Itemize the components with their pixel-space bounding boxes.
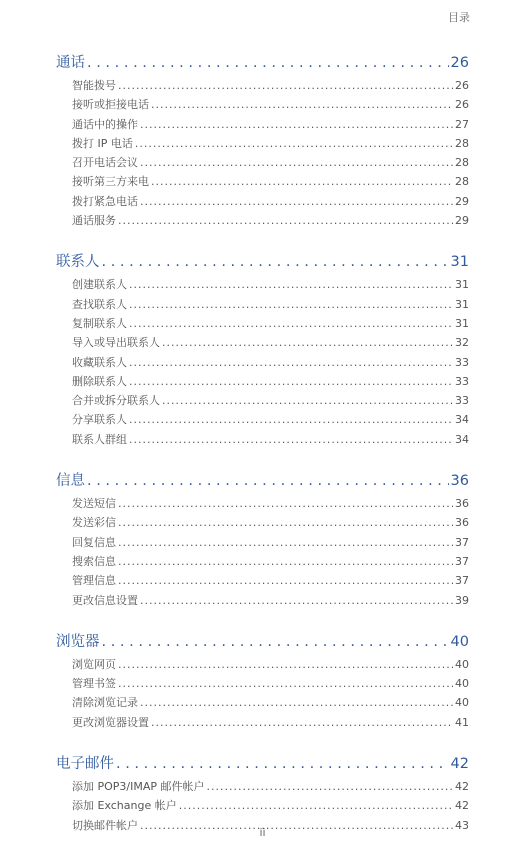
toc-item-page: 40 xyxy=(455,696,469,710)
dot-leader xyxy=(118,211,453,230)
toc-item-page: 28 xyxy=(455,156,469,170)
toc-section-title: 通话 xyxy=(56,55,85,71)
toc-item-title: 管理信息 xyxy=(72,574,116,588)
toc-item-title: 分享联系人 xyxy=(72,413,127,427)
toc-section-page: 42 xyxy=(450,756,469,773)
toc-section-entry[interactable] xyxy=(56,753,469,775)
dot-leader xyxy=(102,631,449,653)
toc-item-title: 搜索信息 xyxy=(72,554,116,568)
toc-item-title: 删除联系人 xyxy=(72,374,127,388)
toc-item-page: 37 xyxy=(455,535,469,549)
toc-item-title: 接听或拒接电话 xyxy=(72,98,149,112)
toc-item-page: 32 xyxy=(455,336,469,350)
dot-leader xyxy=(87,52,449,74)
toc-item-page: 28 xyxy=(455,175,469,189)
toc-item-title: 拨打紧急电话 xyxy=(72,194,138,208)
toc-item[interactable] xyxy=(56,153,469,172)
toc-item-page: 43 xyxy=(455,818,469,832)
toc-item-page: 28 xyxy=(455,136,469,150)
toc-section xyxy=(56,251,469,449)
toc-item-title: 切换邮件帐户 xyxy=(72,818,138,832)
toc-section-title: 联系人 xyxy=(56,254,100,271)
toc-item[interactable] xyxy=(56,513,469,532)
toc-item-title: 清除浏览记录 xyxy=(72,696,138,710)
toc-item-title: 添加 Exchange 帐户 xyxy=(72,799,177,813)
toc-item-title: 添加 POP3/IMAP 邮件帐户 xyxy=(72,780,205,794)
toc-section-page: 31 xyxy=(450,254,469,271)
dot-leader xyxy=(118,533,453,552)
toc-item-page: 34 xyxy=(455,413,469,427)
toc-item-title: 导入或导出联系人 xyxy=(72,336,160,350)
toc-item[interactable] xyxy=(56,655,469,674)
dot-leader xyxy=(102,251,449,273)
toc-item[interactable] xyxy=(56,713,469,732)
dot-leader xyxy=(135,134,453,153)
toc-item-page: 26 xyxy=(455,79,469,92)
toc-item[interactable] xyxy=(56,391,469,410)
toc-item-page: 40 xyxy=(455,677,469,691)
dot-leader xyxy=(140,192,453,211)
toc-item-page: 36 xyxy=(455,516,469,530)
toc-item-page: 42 xyxy=(455,780,469,794)
toc-item[interactable] xyxy=(56,314,469,333)
toc-item[interactable] xyxy=(56,76,469,95)
toc-item-page: 41 xyxy=(455,715,469,729)
dot-leader xyxy=(129,410,453,429)
dot-leader xyxy=(129,372,453,391)
dot-leader xyxy=(207,777,453,796)
toc-item-title: 复制联系人 xyxy=(72,316,127,330)
toc-item[interactable] xyxy=(56,591,469,610)
toc-item-page: 36 xyxy=(455,497,469,511)
toc-item[interactable] xyxy=(56,295,469,314)
dot-leader xyxy=(162,391,453,410)
toc-item[interactable] xyxy=(56,134,469,153)
toc-section-entry[interactable] xyxy=(56,631,469,653)
toc-item[interactable] xyxy=(56,777,469,796)
toc-section xyxy=(56,52,469,230)
toc-item-title: 查找联系人 xyxy=(72,297,127,311)
toc-item[interactable] xyxy=(56,353,469,372)
dot-leader xyxy=(129,430,453,449)
toc-item-page: 42 xyxy=(455,799,469,813)
toc-item[interactable] xyxy=(56,115,469,134)
dot-leader xyxy=(118,76,453,95)
toc-item[interactable] xyxy=(56,333,469,352)
toc-section-page: 36 xyxy=(450,473,469,490)
toc-item-page: 39 xyxy=(455,593,469,607)
toc-item-title: 联系人群组 xyxy=(72,432,127,446)
toc-section-page: 40 xyxy=(450,633,469,650)
toc-item[interactable] xyxy=(56,552,469,571)
toc-item-page: 31 xyxy=(455,316,469,330)
dot-leader xyxy=(116,753,449,775)
toc-item-page: 33 xyxy=(455,374,469,388)
toc-item-page: 29 xyxy=(455,214,469,228)
toc-item-page: 33 xyxy=(455,355,469,369)
running-header: 目录 xyxy=(448,11,470,24)
toc-item-title: 更改浏览器设置 xyxy=(72,715,149,729)
dot-leader xyxy=(140,115,453,134)
toc-item-title: 合并或拆分联系人 xyxy=(72,394,160,408)
dot-leader xyxy=(129,314,453,333)
dot-leader xyxy=(118,655,453,674)
toc-item-title: 智能拨号 xyxy=(72,79,116,92)
toc-item-title: 召开电话会议 xyxy=(72,156,138,170)
dot-leader xyxy=(151,172,453,191)
toc-section-title: 信息 xyxy=(56,473,85,490)
toc-item[interactable] xyxy=(56,674,469,693)
dot-leader xyxy=(118,494,453,513)
dot-leader xyxy=(118,552,453,571)
dot-leader xyxy=(140,591,453,610)
toc-item[interactable] xyxy=(56,571,469,590)
toc-item[interactable] xyxy=(56,211,469,230)
toc-item-title: 收藏联系人 xyxy=(72,355,127,369)
toc-item-title: 回复信息 xyxy=(72,535,116,549)
toc-item-page: 37 xyxy=(455,554,469,568)
dot-leader xyxy=(162,333,453,352)
toc-section xyxy=(56,753,469,835)
toc-item[interactable] xyxy=(56,693,469,712)
toc-item-page: 40 xyxy=(455,657,469,671)
toc-item-page: 33 xyxy=(455,394,469,408)
toc-section-title: 浏览器 xyxy=(56,633,100,650)
dot-leader xyxy=(118,513,453,532)
toc-section-entry[interactable] xyxy=(56,251,469,273)
toc-item-title: 通话中的操作 xyxy=(72,117,138,131)
dot-leader xyxy=(87,470,449,492)
toc-section xyxy=(56,631,469,732)
toc-item[interactable] xyxy=(56,172,469,191)
toc-item-page: 34 xyxy=(455,432,469,446)
toc-item-page: 29 xyxy=(455,194,469,208)
dot-leader xyxy=(118,571,453,590)
page-number: ii xyxy=(259,826,266,839)
toc-item-title: 接听第三方来电 xyxy=(72,175,149,189)
dot-leader xyxy=(118,674,453,693)
dot-leader xyxy=(129,353,453,372)
toc-item[interactable] xyxy=(56,410,469,429)
toc-item-title: 浏览网页 xyxy=(72,657,116,671)
dot-leader xyxy=(151,95,453,114)
toc-item-title: 管理书签 xyxy=(72,677,116,691)
toc-section xyxy=(56,470,469,610)
dot-leader xyxy=(179,796,453,815)
toc-section-title: 电子邮件 xyxy=(56,756,114,773)
toc-item-page: 31 xyxy=(455,297,469,311)
dot-leader xyxy=(151,713,453,732)
toc-item-page: 31 xyxy=(455,278,469,292)
dot-leader xyxy=(129,275,453,294)
toc-item[interactable] xyxy=(56,494,469,513)
toc-section-entry[interactable] xyxy=(56,52,469,74)
dot-leader xyxy=(140,153,453,172)
toc-item-title: 通话服务 xyxy=(72,214,116,228)
toc-item-title: 发送彩信 xyxy=(72,516,116,530)
toc-item-title: 发送短信 xyxy=(72,497,116,511)
toc-item[interactable] xyxy=(56,796,469,815)
toc-item-title: 拨打 IP 电话 xyxy=(72,136,133,150)
dot-leader xyxy=(129,295,453,314)
toc-section-entry[interactable] xyxy=(56,470,469,492)
toc-item[interactable] xyxy=(56,372,469,391)
dot-leader xyxy=(140,693,453,712)
toc-item-page: 26 xyxy=(455,98,469,112)
toc-item[interactable] xyxy=(56,430,469,449)
toc-item-title: 更改信息设置 xyxy=(72,593,138,607)
toc-item-page: 27 xyxy=(455,117,469,131)
toc-item-page: 37 xyxy=(455,574,469,588)
toc-item[interactable] xyxy=(56,275,469,294)
toc-item[interactable] xyxy=(56,95,469,114)
toc-item-title: 创建联系人 xyxy=(72,278,127,292)
toc-item[interactable] xyxy=(56,533,469,552)
toc-section-page: 26 xyxy=(450,55,469,71)
toc-item[interactable] xyxy=(56,192,469,211)
table-of-contents xyxy=(56,52,469,856)
